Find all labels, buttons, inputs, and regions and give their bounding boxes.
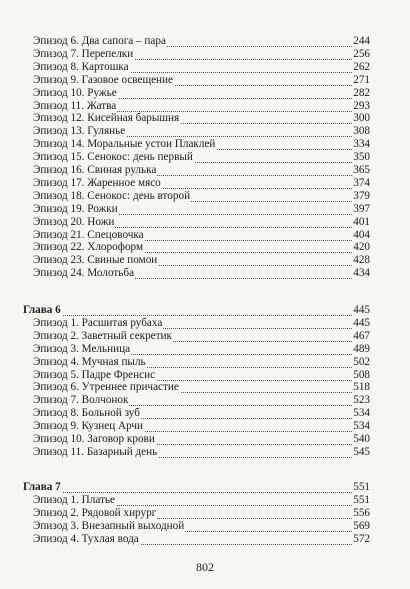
page-ref: 404 (353, 228, 370, 241)
page-ref: 523 (353, 394, 370, 407)
page-ref: 334 (353, 138, 370, 151)
dot-leader (34, 315, 360, 316)
page-ref: 282 (353, 86, 370, 99)
page-ref: 572 (353, 532, 370, 545)
entry-title: Эпизод 11. Жатва (33, 99, 117, 112)
page-ref: 518 (353, 381, 370, 394)
entry-title: Эпизод 14. Моральные устои Плаклей (33, 138, 216, 151)
page-ref: 434 (353, 267, 370, 280)
entry-title: Эпизод 23. Свиные помои (33, 254, 158, 267)
entry-title: Эпизод 6. Утреннее причастие (33, 381, 179, 394)
page-ref: 534 (353, 407, 370, 420)
entry-title: Эпизод 24. Молотьба (33, 267, 135, 280)
page-ref: 508 (353, 368, 370, 381)
entry-title: Эпизод 2. Заветный секретик (33, 329, 172, 342)
page-ref: 569 (353, 519, 370, 532)
page-ref: 551 (353, 493, 370, 506)
page-ref: 545 (353, 445, 370, 458)
page-ref: 551 (353, 481, 370, 493)
entry-title: Эпизод 4. Тухлая вода (33, 532, 139, 545)
entry-title: Эпизод 10. Заговор крови (33, 433, 155, 445)
page-ref: 271 (353, 73, 370, 86)
entry-title: Эпизод 18. Сенокос: день второй (33, 189, 191, 202)
entry-title: Эпизод 16. Свиная рулька (33, 164, 157, 176)
entry-title: Эпизод 8. Картошка (33, 60, 129, 73)
entry-title: Эпизод 22. Хлороформ (33, 241, 144, 254)
page-ref: 300 (353, 112, 370, 125)
page-ref: 420 (353, 241, 370, 254)
chapter-title: Глава 6 (23, 304, 61, 316)
entry-title: Эпизод 13. Гулянье (33, 125, 126, 138)
page-ref: 445 (353, 304, 370, 316)
page-ref: 244 (353, 35, 370, 47)
entry-title: Эпизод 19. Рожки (33, 202, 118, 215)
chapter-title: Глава 7 (23, 481, 61, 493)
entry-title: Эпизод 12. Кисейная барышня (33, 112, 180, 125)
entry-title: Эпизод 7. Волчонок (33, 394, 129, 407)
page-ref: 308 (353, 125, 370, 138)
page-ref: 350 (353, 151, 370, 164)
page-ref: 293 (353, 99, 370, 112)
page-ref: 428 (353, 254, 370, 267)
dot-leader (34, 492, 360, 493)
page-ref: 256 (353, 47, 370, 60)
entry-title: Эпизод 3. Внезапный выходной (33, 519, 185, 532)
page-ref: 374 (353, 176, 370, 189)
entry-title: Эпизод 20. Ножи (33, 215, 115, 228)
page-ref: 540 (353, 433, 370, 445)
entry-title: Эпизод 1. Платье (33, 493, 115, 506)
entry-title: Эпизод 7. Перепелки (33, 47, 134, 60)
entry-title: Эпизод 8. Больной зуб (33, 407, 140, 420)
entry-title: Эпизод 6. Два сапога – пара (33, 35, 166, 47)
page-ref: 534 (353, 420, 370, 433)
page-ref: 556 (353, 506, 370, 519)
entry-title: Эпизод 9. Газовое освещение (33, 73, 174, 86)
entry-title: Эпизод 5. Падре Френсис (33, 368, 156, 381)
toc-entry (0, 447, 410, 460)
entry-title: Эпизод 3. Мельница (33, 342, 131, 355)
page-ref: 379 (353, 189, 370, 202)
page-ref: 445 (353, 316, 370, 329)
entry-title: Эпизод 1. Расшитая рубаха (33, 316, 163, 329)
entry-title: Эпизод 10. Ружье (33, 86, 117, 99)
page-ref: 401 (353, 215, 370, 228)
page-ref: 467 (353, 329, 370, 342)
page-ref: 365 (353, 164, 370, 176)
toc-entry (0, 534, 410, 547)
page-ref: 489 (353, 342, 370, 355)
entry-title: Эпизод 17. Жаренное мясо (33, 176, 161, 189)
page-ref: 502 (353, 355, 370, 368)
page-number: 802 (196, 560, 214, 574)
entry-title: Эпизод 21. Спецовочка (33, 228, 144, 241)
entry-title: Эпизод 4. Мучная пыль (33, 355, 146, 368)
entry-title: Эпизод 11. Базарный день (33, 445, 158, 458)
page-ref: 397 (353, 202, 370, 215)
toc-entry (0, 268, 410, 281)
entry-title: Эпизод 9. Кузнец Арчи (33, 420, 144, 433)
page-ref: 262 (353, 60, 370, 73)
entry-title: Эпизод 2. Рядовой хирург (33, 506, 157, 519)
entry-title: Эпизод 15. Сенокос: день первый (33, 151, 193, 164)
